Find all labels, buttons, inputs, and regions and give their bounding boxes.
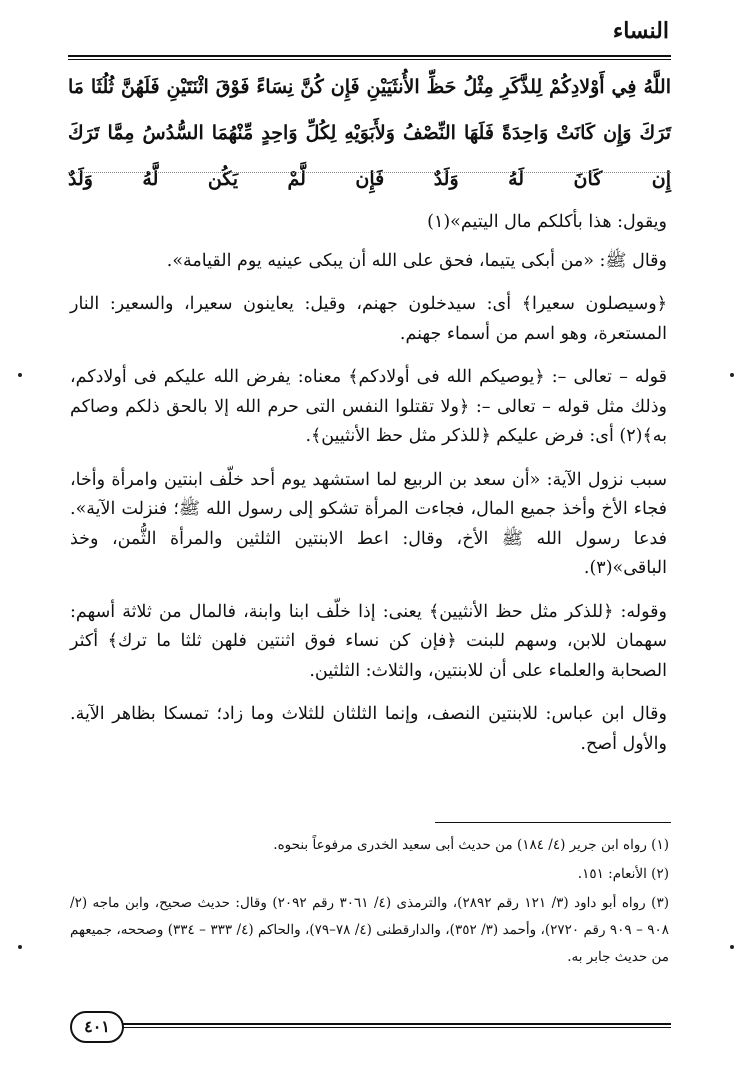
margin-dot: [18, 373, 22, 377]
paragraph-2: وقال ﷺ: «من أبكى يتيما، فحق على الله أن يبكى عينيه يوم القيامة».: [166, 250, 667, 271]
quran-verse: اللَّهُ فِي أَوْلادِكُمْ لِلذَّكَرِ مِثْلُ حَظِّ الأُنثَيَيْنِ فَإِن كُنَّ نِسَاءً فَوْقَ اثْنَتَيْنِ فَلَهُنَّ ثُلُثَا مَا تَرَكَ وَإِن كَانَتْ وَاحِدَةً فَلَهَا النِّصْفُ وَلأَبَوَيْهِ لِكُلِّ وَاحِدٍ مِّنْهُمَا السُّدُسُ مِمَّا تَرَكَ إِن كَانَ لَهُ وَلَدٌ فَإِن لَّمْ يَكُن لَّهُ وَلَدٌ: [68, 76, 671, 190]
footnote-3: (٣) رواه أبو داود (٣/ ١٢١ رقم ٢٨٩٢)، والترمذى (٤/ ٣٠٦١ رقم ٢٠٩٢) وقال: حديث صحيح، وابن ماجه (٢/ ٩٠٨ – ٩٠٩ رقم ٢٧٢٠)، وأحمد (٣/ ٣٥٢)، والدارقطنى (٤/ ٧٨–٧٩)، والحاكم (٤/ ٣٣٣ – ٣٣٤) وصححه، جميعهم من حديث جابر به.: [70, 895, 669, 965]
footnotes: [70, 832, 669, 973]
verse-separator: [68, 172, 671, 173]
commentary-body: [70, 208, 667, 773]
header-rule: [68, 55, 671, 60]
margin-dot: [18, 945, 22, 949]
page-number: ٤٠١: [70, 1011, 124, 1043]
paragraph-3: ﴿وسيصلون سعيرا﴾ أى: سيدخلون جهنم، وقيل: يعاينون سعيرا، والسعير: النار المستعرة، وهو اسم من أسماء جهنم.: [70, 294, 667, 344]
paragraph-6: وقوله: ﴿للذكر مثل حظ الأنثيين﴾ يعنى: إذا خلّف ابنا وابنة، فالمال من ثلاثة أسهم: سهمان للابن، وسهم للبنت ﴿فإن كن نساء فوق اثنتين فلهن ثلثا ما ترك﴾ أكثر الصحابة والعلماء على أن للابنتين، والثلاث: الثلثين.: [70, 601, 667, 681]
paragraph-1: ويقول: هذا بأكلكم مال اليتيم»(١): [427, 212, 667, 232]
footer-rule: [120, 1023, 671, 1028]
footnote-2: (٢) الأنعام: ١٥١.: [577, 866, 669, 882]
footnote-rule: [435, 822, 671, 823]
paragraph-5: سبب نزول الآية: «أن سعد بن الربيع لما استشهد يوم أحد خلّف ابنتين وامرأة وأخا، فجاء الأخ وأخذ جميع المال، فجاءت المرأة تشكو إلى رسول الله ﷺ؛ فنزلت الآية». فدعا رسول الله ﷺ الأخ، وقال: اعط الابنتين الثلثين والمرأة الثُّمن، وخذ الباقى»(٣).: [70, 469, 667, 578]
paragraph-7: وقال ابن عباس: للابنتين النصف، وإنما الثلثان للثلاث وما زاد؛ تمسكا بظاهر الآية. والأول أصح.: [70, 704, 667, 754]
margin-dot: [730, 945, 734, 949]
footnote-1: (١) رواه ابن جرير (٤/ ١٨٤) من حديث أبى سعيد الخدرى مرفوعاً بنحوه.: [273, 837, 669, 853]
paragraph-4: قوله – تعالى –: ﴿يوصيكم الله فى أولادكم﴾ معناه: يفرض الله عليكم فى أولادكم، وذلك مثل قوله – تعالى –: ﴿ولا تقتلوا النفس التى حرم الله إلا بالحق ذلكم وصاكم به﴾(٢) أى: فرض عليكم ﴿للذكر مثل حظ الأنثيين﴾.: [70, 367, 667, 446]
surah-title: النساء: [612, 18, 669, 44]
margin-dot: [730, 373, 734, 377]
